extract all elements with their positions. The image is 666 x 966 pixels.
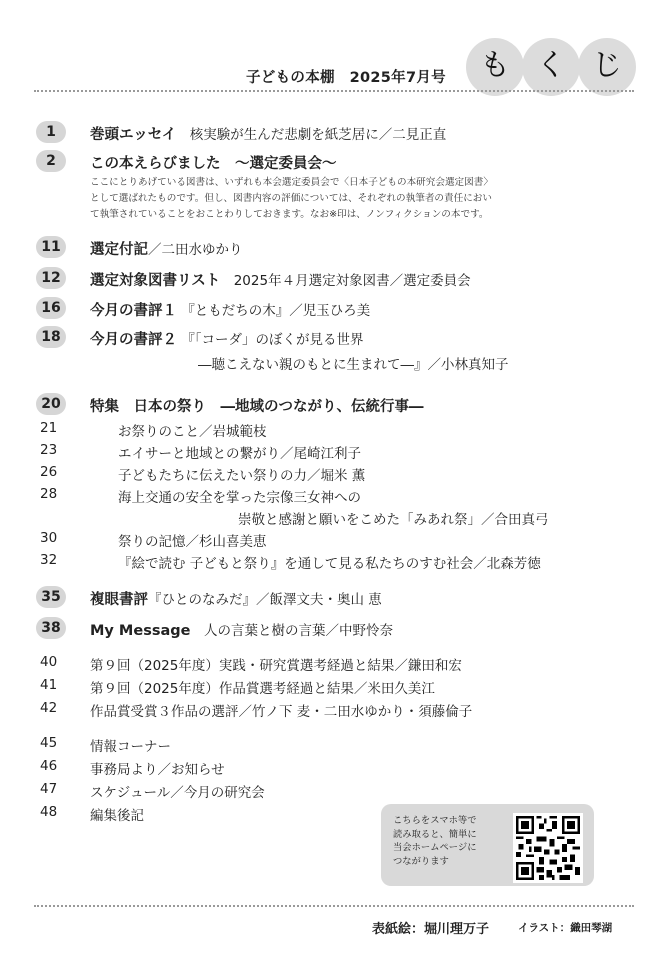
qr-caption-line: こちらをスマホ等で: [393, 815, 477, 826]
item-text: エイサーと地域との繋がり／尾崎江利子: [118, 446, 361, 462]
page-number: 21: [40, 420, 58, 436]
cover-artist: 堀川理万子: [424, 922, 490, 937]
entry-text: 『ひとのなみだ』／飯澤文夫・奥山 恵: [148, 592, 382, 608]
qr-code-icon[interactable]: [513, 813, 583, 883]
item-text: 作品賞受賞３作品の選評／竹ノ下 麦・二田水ゆかり・須藤倫子: [90, 704, 473, 720]
qr-caption: [393, 814, 493, 868]
entry-title: 巻頭エッセイ: [90, 127, 177, 143]
item-text: スケジュール／今月の研究会: [90, 785, 265, 801]
magazine-issue: 子どもの本棚 2025年7月号: [246, 70, 446, 86]
entry-title: 選定付記: [90, 242, 148, 258]
page-badge: 1: [36, 121, 66, 143]
qr-caption-line: 読み取ると、簡単に: [393, 828, 477, 840]
cover-credit: [372, 918, 489, 937]
page-number: 32: [40, 552, 58, 568]
item-text: 事務局より／お知らせ: [90, 762, 225, 778]
page-number: 46: [40, 758, 58, 774]
page-number: 23: [40, 442, 58, 458]
entry-text: 核実験が生んだ悲劇を紙芝居に／二見正直: [189, 127, 447, 143]
page-number: 48: [40, 804, 58, 820]
page-number: 45: [40, 735, 58, 751]
entry-text: 2025年４月選定対象図書／選定委員会: [233, 273, 471, 289]
bottom-divider: [34, 905, 634, 907]
entry-text: 『ともだちの木』／児玉ひろ美: [181, 303, 371, 319]
page-badge: 16: [36, 297, 66, 319]
entry-title: My Message: [90, 623, 191, 639]
qr-caption-line: 当会ホームページに: [393, 842, 477, 854]
item-text: 第９回（2025年度）実践・研究賞選考経過と結果／鎌田和宏: [90, 658, 462, 674]
page-badge: 11: [36, 236, 66, 258]
item-text: お祭りのこと／岩城範枝: [118, 424, 267, 440]
note-line: として選ばれたものです。但し、図書内容の評価については、それぞれの執筆者の責任におい: [90, 193, 492, 204]
item-text: 子どもたちに伝えたい祭りの力／堀米 薫: [118, 468, 366, 484]
item-text: 第９回（2025年度）作品賞選考経過と結果／米田久美江: [90, 681, 435, 697]
title-char-ku: く: [522, 38, 580, 96]
illustration-credit: [518, 920, 612, 935]
entry-line: [90, 619, 393, 639]
page-number: 47: [40, 781, 58, 797]
entry-text: 人の言葉と樹の言葉／中野怜奈: [203, 623, 393, 639]
item-text: 祭りの記憶／杉山喜美恵: [118, 534, 267, 550]
qr-caption-line: つながります: [393, 855, 449, 867]
page-badge: 2: [36, 150, 66, 172]
entry-text: ／二田水ゆかり: [148, 242, 243, 258]
page-badge: 35: [36, 586, 66, 608]
page-number: 26: [40, 464, 58, 480]
feature-title: 特集 日本の祭り ―地域のつながり、伝統行事―: [90, 399, 424, 415]
entry-line: [90, 588, 382, 609]
entry-line: [90, 269, 471, 290]
page-number: 30: [40, 530, 58, 546]
note-line: て執筆されていることをおことわりしておきます。なお※印は、ノンフィクションの本です。: [90, 209, 489, 220]
entry-line: [90, 328, 364, 349]
entry-line: [90, 123, 446, 144]
item-text: 海上交通の安全を掌った宗像三女神への: [118, 490, 361, 506]
page-number: 28: [40, 486, 58, 502]
title-char-ji: じ: [578, 38, 636, 96]
item-text: 『絵で読む 子どもと祭り』を通して見る私たちのすむ社会／北森芳徳: [118, 556, 541, 572]
page-number: 42: [40, 700, 58, 716]
entry-subtitle: ―聴こえない親のもとに生まれて―』／小林真知子: [198, 357, 509, 373]
page-number: 40: [40, 654, 58, 670]
page-badge: 12: [36, 267, 66, 289]
item-text: 編集後記: [90, 808, 144, 824]
note-line: ここにとりあげている図書は、いずれも本会選定委員会で〈日本子どもの本研究会選定図書〉: [90, 177, 493, 188]
entry-text: 『「コーダ」のぼくが見る世界: [181, 332, 364, 348]
entry-title: 今月の書評１: [90, 303, 177, 319]
page-badge: 38: [36, 617, 66, 639]
entry-title: 複眼書評: [90, 592, 148, 608]
page-badge: 18: [36, 326, 66, 348]
illustration-label: イラスト：: [518, 922, 571, 934]
illustrator: 織田琴湖: [570, 922, 613, 934]
top-divider: [34, 90, 634, 92]
qr-info-box: [381, 804, 594, 886]
cover-label: 表紙絵：: [372, 922, 425, 937]
page-number: 41: [40, 677, 58, 693]
entry-line: [90, 238, 243, 259]
title-char-mo: も: [466, 38, 524, 96]
item-text: 情報コーナー: [90, 739, 171, 755]
entry-title: この本えらびました 〜選定委員会〜: [90, 156, 337, 172]
selection-note: [90, 175, 610, 223]
item-text-cont: 崇敬と感謝と願いをこめた「みあれ祭」／合田真弓: [238, 512, 549, 528]
entry-title: 選定対象図書リスト: [90, 273, 221, 289]
entry-line: [90, 299, 370, 320]
entry-title: 今月の書評２: [90, 332, 177, 348]
page-badge: 20: [36, 393, 66, 415]
